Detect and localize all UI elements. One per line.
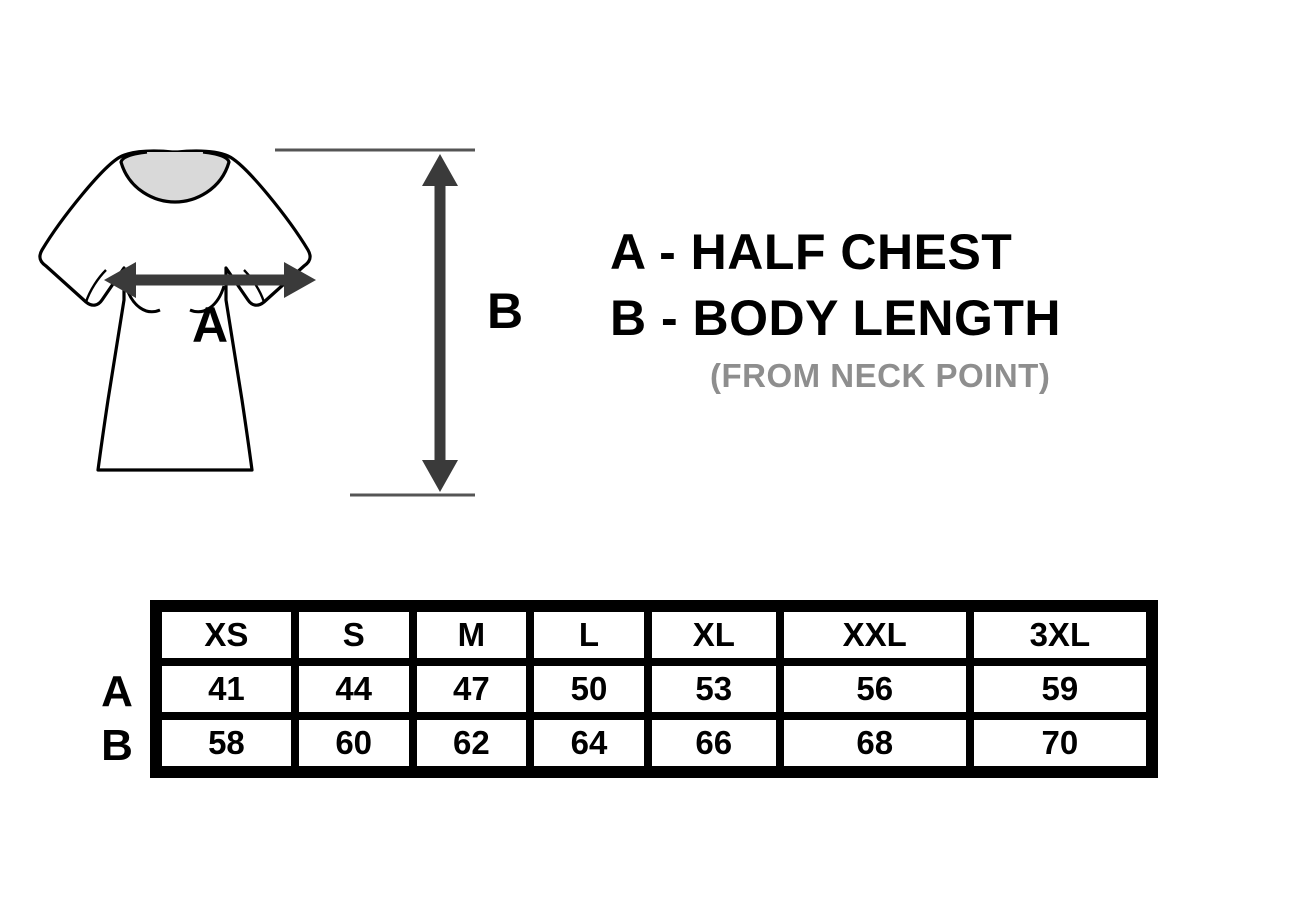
measure-cell-a: 50 — [530, 662, 648, 716]
measure-cell-b: 60 — [295, 716, 413, 770]
measure-cell-b: 64 — [530, 716, 648, 770]
legend-half-chest: A - HALF CHEST — [610, 224, 1013, 280]
legend-body-length: B - BODY LENGTH — [610, 290, 1062, 346]
label-a: A — [191, 297, 229, 353]
size-header-cell: XXL — [780, 608, 970, 662]
measure-cell-a: 59 — [970, 662, 1150, 716]
row-label-b: B — [101, 721, 133, 770]
tshirt-svg — [20, 110, 540, 530]
size-header-cell: S — [295, 608, 413, 662]
table-row-sizes — [158, 608, 1150, 662]
measure-cell-a: 47 — [413, 662, 531, 716]
size-header-cell: XS — [158, 608, 295, 662]
tshirt-illustration — [20, 110, 540, 530]
measure-cell-a: 44 — [295, 662, 413, 716]
body-length-arrow — [275, 150, 475, 495]
measure-cell-b: 70 — [970, 716, 1150, 770]
measure-cell-b: 58 — [158, 716, 295, 770]
size-header-cell: XL — [648, 608, 780, 662]
table-row-a — [158, 662, 1150, 716]
tshirt-outline — [40, 151, 310, 470]
measure-cell-a: 53 — [648, 662, 780, 716]
size-header-cell: 3XL — [970, 608, 1150, 662]
measure-cell-a: 56 — [780, 662, 970, 716]
size-header-cell: M — [413, 608, 531, 662]
legend-note: (FROM NECK POINT) — [710, 357, 1051, 394]
row-label-a: A — [101, 667, 133, 716]
table-row-b — [158, 716, 1150, 770]
size-table-grid — [150, 600, 1158, 778]
label-b: B — [486, 283, 524, 339]
row-label-column — [86, 600, 148, 785]
measure-cell-b: 66 — [648, 716, 780, 770]
measure-cell-b: 62 — [413, 716, 531, 770]
size-header-cell: L — [530, 608, 648, 662]
size-table — [86, 600, 1166, 785]
measure-cell-a: 41 — [158, 662, 295, 716]
measure-cell-b: 68 — [780, 716, 970, 770]
measurement-legend — [610, 225, 1230, 395]
